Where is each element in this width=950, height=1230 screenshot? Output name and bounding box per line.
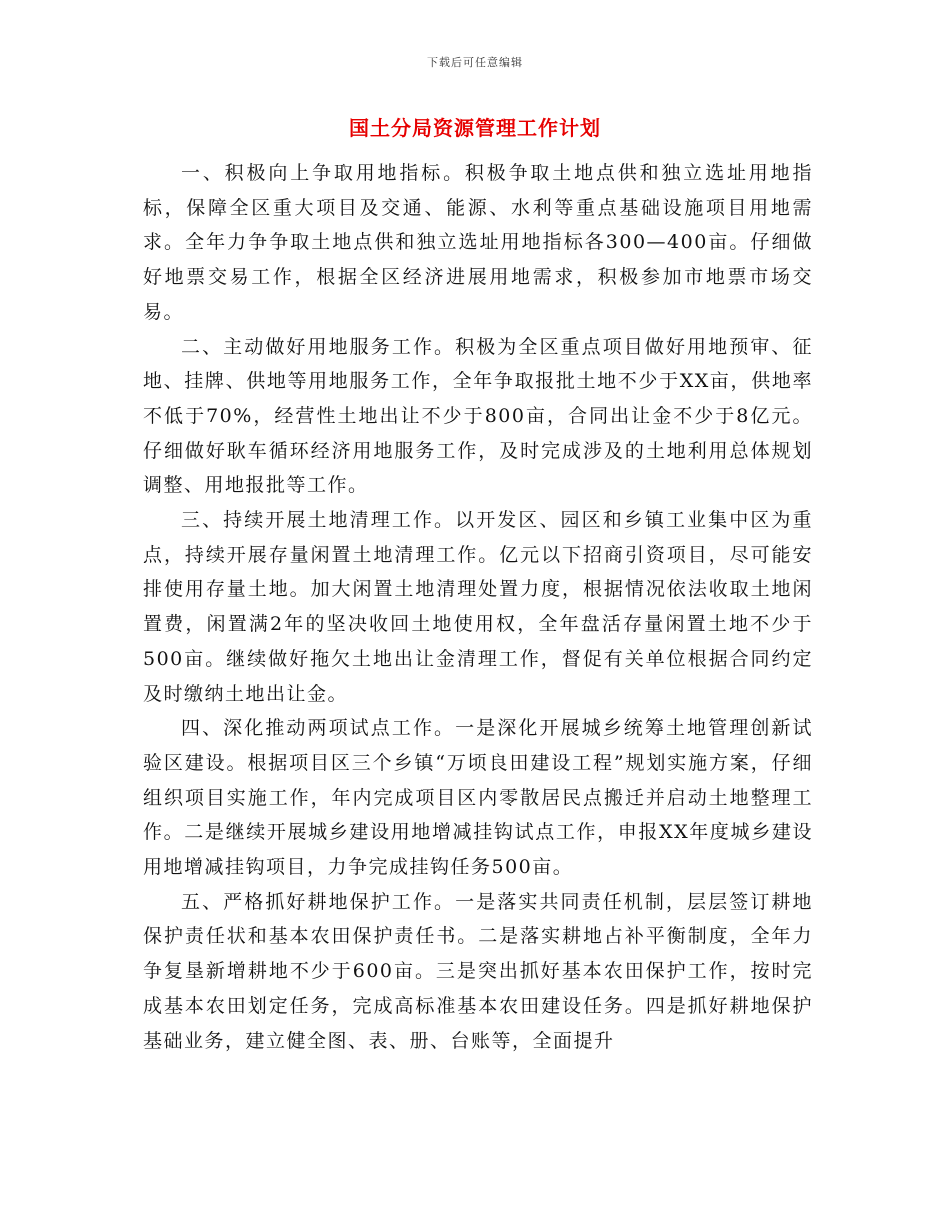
page-header-note: 下载后可任意编辑 [427,56,523,69]
paragraph-2: 二、主动做好用地服务工作。积极为全区重点项目做好用地预审、征地、挂牌、供地等用地服务工作，全年争取报批土地不少于XX亩，供地率不低于70%，经营性土地出让不少于800亩，合同出让金不少于8亿元。仔细做好耿车循环经济用地服务工作，及时完成涉及的土地利用总体规划调整、用地报批等工作。 [143,335,813,497]
document-title: 国土分局资源管理工作计划 [349,116,601,140]
paragraph-1: 一、积极向上争取用地指标。积极争取土地点供和独立选址用地指标，保障全区重大项目及交通、能源、水利等重点基础设施项目用地需求。全年力争争取土地点供和独立选址用地指标各300—400亩。仔细做好地票交易工作，根据全区经济进展用地需求，积极参加市地票市场交易。 [143,162,813,323]
document-body [143,156,813,1058]
paragraph-3: 三、持续开展土地清理工作。以开发区、园区和乡镇工业集中区为重点，持续开展存量闲置土地清理工作。亿元以下招商引资项目，尽可能安排使用存量土地。加大闲置土地清理处置力度，根据情况依法收取土地闲置费，闲置满2年的坚决收回土地使用权，全年盘活存量闲置土地不少于500亩。继续做好拖欠土地出让金清理工作，督促有关单位根据合同约定及时缴纳土地出让金。 [143,509,813,705]
paragraph-4: 四、深化推动两项试点工作。一是深化开展城乡统筹土地管理创新试验区建设。根据项目区三个乡镇“万顷良田建设工程”规划实施方案，仔细组织项目实施工作，年内完成项目区内零散居民点搬迁并启动土地整理工作。二是继续开展城乡建设用地增减挂钩试点工作，申报XX年度城乡建设用地增减挂钩项目，力争完成挂钩任务500亩。 [143,717,813,879]
paragraph-5: 五、严格抓好耕地保护工作。一是落实共同责任机制，层层签订耕地保护责任状和基本农田保护责任书。二是落实耕地占补平衡制度，全年力争复垦新增耕地不少于600亩。三是突出抓好基本农田保护工作，按时完成基本农田划定任务，完成高标准基本农田建设任务。四是抓好耕地保护基础业务，建立健全图、表、册、台账等，全面提升 [143,890,813,1052]
